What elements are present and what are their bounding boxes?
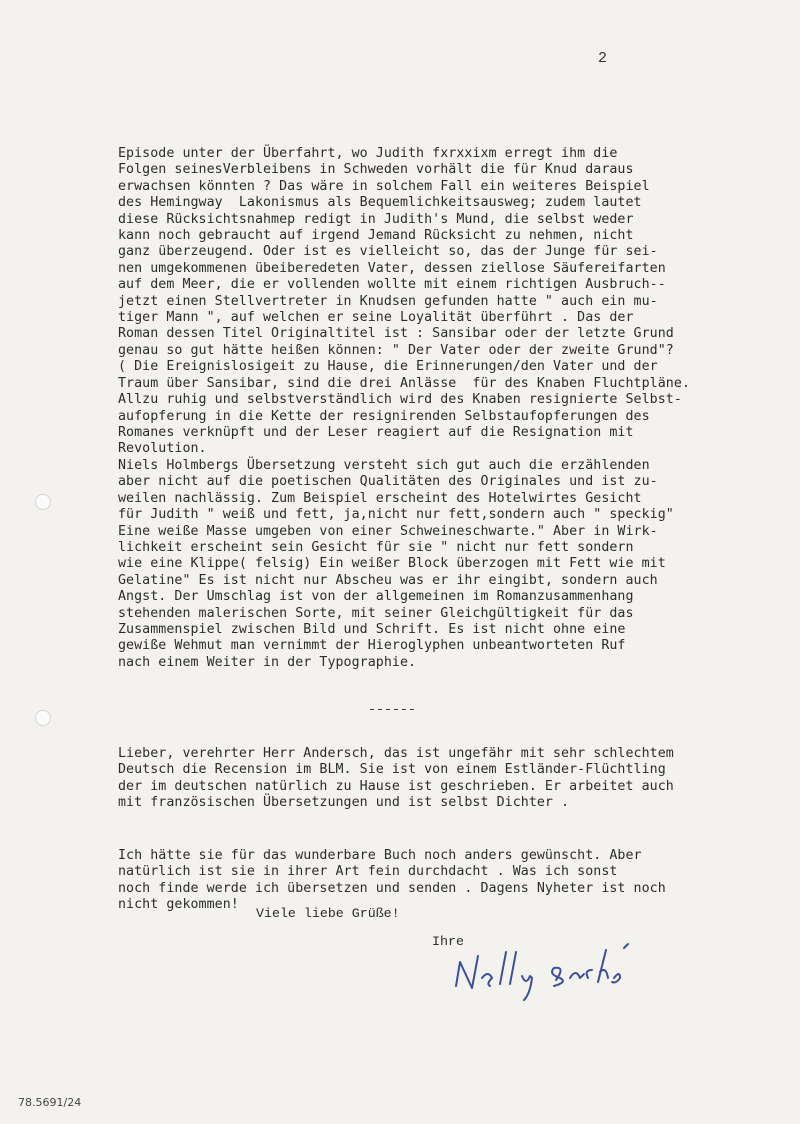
paragraph-translation: Niels Holmbergs Übersetzung versteht sich gut auch die erzählenden aber nicht auf die poetischen Qualitäten des Originales und ist zu- weilen nachlässig. Zum Beispiel erscheint des Hotelwirtes Gesicht für Judith " weiß und fett, ja,nicht nur fett,sondern auch " speckig" Eine weiße Masse umgeben von einer Schweineschwarte." Aber in Wirk- lichkeit erscheint sein Gesicht für sie " nicht nur fett sondern wie eine Klippe( felsig) Ein weißer Block überzogen mit Fett wie mit Gelatine" Es ist nicht nur Abscheu was er ihr eingibt, sondern auch Angst. Der Umschlag ist von der allgemeinen im Romanzusammenhang stehenden malerischen Sorte, mit seiner Gleichgültigkeit für das Zusammenspiel zwischen Bild und Schrift. Es ist nicht ohne eine gewiße Wehmut man vernimmt der Hieroglyphen unbeantworteten Ruf nach einem Weiter in der Typographie. <box>118 458 674 670</box>
punch-hole <box>35 494 51 510</box>
archive-number: 78.5691/24 <box>18 1096 82 1109</box>
paragraph-letter-2: Ich hätte sie für das wunderbare Buch noch anders gewünscht. Aber natürlich ist sie in ihrer Art fein durchdacht . Was ich sonst noch finde werde ich übersetzen und senden . Dagens Nyheter ist noch nicht gekommen! <box>118 848 666 913</box>
closing-ihre: Ihre <box>432 934 464 949</box>
handwritten-signature <box>448 938 638 1004</box>
punch-hole <box>35 710 51 726</box>
closing-greeting: Viele liebe Grüße! <box>256 906 400 921</box>
paragraph-review-1: Episode unter der Überfahrt, wo Judith fxrxxixm erregt ihm die Folgen seinesVerbleibens in Schweden vorhält die für Knud daraus erwachsen könnten ? Das wäre in solchem Fall ein weiteres Beispiel des Hemingway Lakonismus als Bequemlichkeitsausweg; zudem lautet diese Rücksichtsnahmep redigt in Judith's Mund, die selbst weder kann noch gebraucht auf irgend Jemand Rücksicht zu nehmen, nicht ganz überzeugend. Oder ist es vielleicht so, das der Junge für sei- nen umgekommenen übeiberedeten Vater, dessen ziellose Säufereifarten auf dem Meer, die er vollenden wollte mit einem richtigen Ausbruch-- jetzt einen Stellvertreter in Knudsen gefunden hatte " auch ein mu- tiger Mann ", auf welchen er seine Loyalität überführt . Das der Roman dessen Titel Originaltitel ist : Sansibar oder der letzte Grund genau so gut hätte heißen können: " Der Vater oder der zweite Grund"? ( Die Ereignislosigeit zu Hause, die Erinnerungen/den Vater und der Traum über Sansibar, sind die drei Anlässe für des Knaben Fluchtpläne. Allzu ruhig und selbstverständlich wird des Knaben resignierte Selbst- aufopferung in die Kette der resignirenden Selbstaufopferungen des Romanes verknüpft und der Leser reagiert auf die Resignation mit Revolution. <box>118 146 690 457</box>
paragraph-letter-1: Lieber, verehrter Herr Andersch, das ist ungefähr mit sehr schlechtem Deutsch die Recension im BLM. Sie ist von einem Estländer-Flüchtling der im deutschen natürlich zu Hause ist geschrieben. Er arbeitet auch mit französischen Übersetzungen und ist selbst Dichter . <box>118 746 674 811</box>
section-divider: ------ <box>368 702 416 717</box>
page-number: 2 <box>598 50 608 67</box>
